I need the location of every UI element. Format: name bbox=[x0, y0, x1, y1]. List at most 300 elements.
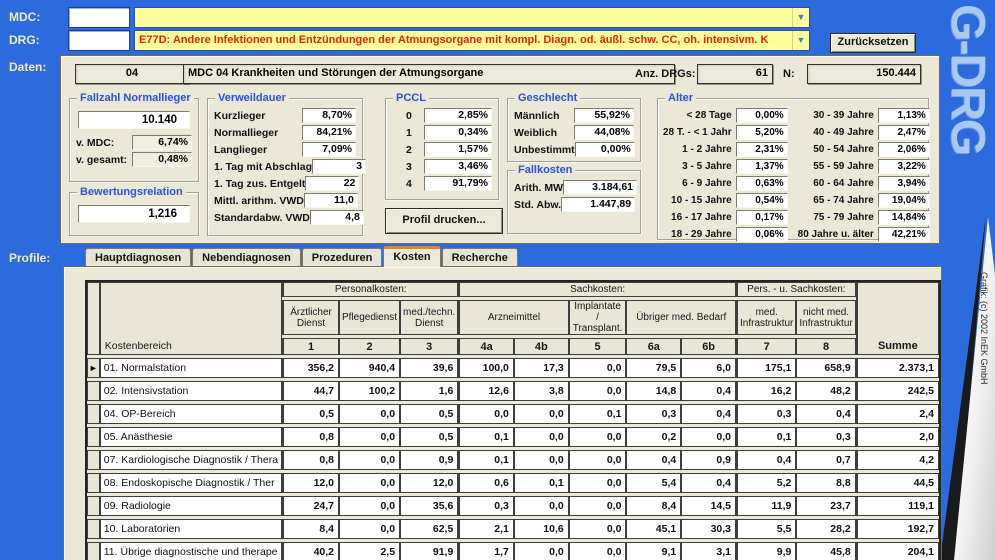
table-row bbox=[87, 542, 939, 560]
cell[interactable]: 0,1 bbox=[458, 450, 514, 470]
cell[interactable]: 0,0 bbox=[569, 427, 627, 447]
tab-hauptdiagnosen[interactable]: Hauptdiagnosen bbox=[85, 248, 191, 267]
cell[interactable]: 2,1 bbox=[458, 519, 514, 539]
alter-row bbox=[798, 176, 930, 191]
verweildauer-groupbox bbox=[207, 92, 363, 236]
pccl-label: 1 bbox=[406, 126, 412, 139]
alter-row bbox=[663, 108, 788, 123]
cell[interactable]: 0,1 bbox=[569, 404, 627, 424]
cell[interactable]: 5,5 bbox=[736, 519, 796, 539]
col-num: 5 bbox=[569, 338, 627, 355]
geschlecht-row bbox=[514, 142, 634, 157]
geschlecht-row bbox=[514, 108, 634, 123]
pccl-value: 1,57% bbox=[424, 142, 492, 157]
col-num: 4b bbox=[514, 338, 569, 355]
drg-combo-text: E77D: Andere Infektionen und Entzündungen der Atmungsorgane mit kompl. Diagn. od. äußl. schw. CC, oh. intensivm. K bbox=[139, 34, 769, 46]
cell[interactable]: 5,2 bbox=[736, 473, 796, 493]
alter-label: 3 - 5 Jahre bbox=[682, 161, 732, 172]
cell[interactable]: 0,0 bbox=[339, 473, 400, 493]
cell[interactable]: 0,2 bbox=[626, 427, 681, 447]
drg-label: DRG: bbox=[9, 33, 40, 47]
alter-label: 16 - 17 Jahre bbox=[671, 212, 732, 223]
fallkosten-row bbox=[514, 180, 634, 195]
drg-input[interactable] bbox=[68, 30, 130, 51]
cell[interactable]: 11,9 bbox=[736, 496, 796, 516]
alter-label: 55 - 59 Jahre bbox=[813, 161, 874, 172]
current-row-marker[interactable]: ► bbox=[87, 358, 100, 378]
cell[interactable]: 0,0 bbox=[514, 450, 569, 470]
cell[interactable]: 175,1 bbox=[736, 358, 796, 378]
mdc-combobox[interactable] bbox=[134, 7, 810, 28]
drg-combobox[interactable] bbox=[134, 30, 810, 51]
alter-value: 5,20% bbox=[736, 125, 788, 140]
geschlecht-value: 55,92% bbox=[574, 108, 634, 123]
alter-title: Alter bbox=[665, 92, 696, 104]
fallkosten-value: 1.447,89 bbox=[561, 197, 635, 212]
pccl-row bbox=[392, 176, 492, 191]
pccl-title: PCCL bbox=[393, 92, 429, 104]
personalkosten-group-header: Personalkosten: bbox=[282, 282, 458, 297]
verweildauer-label: 1. Tag zus. Entgelt bbox=[214, 177, 306, 190]
cell[interactable]: 30,3 bbox=[681, 519, 736, 539]
cell[interactable]: 35,6 bbox=[400, 496, 458, 516]
alter-value: 1,13% bbox=[878, 108, 930, 123]
cell[interactable]: 0,9 bbox=[681, 450, 736, 470]
alter-row bbox=[798, 159, 930, 174]
pccl-label: 4 bbox=[406, 177, 412, 190]
row-selector[interactable] bbox=[87, 473, 100, 493]
row-name[interactable]: 04. OP-Bereich bbox=[100, 404, 282, 424]
sachkosten-group-header: Sachkosten: bbox=[458, 282, 736, 297]
cell[interactable]: 0,5 bbox=[282, 404, 339, 424]
fallkosten-row bbox=[514, 197, 634, 212]
cell[interactable]: 0,4 bbox=[681, 473, 736, 493]
cell[interactable]: 9,1 bbox=[626, 542, 681, 560]
geschlecht-row bbox=[514, 125, 634, 140]
col-header-med-techn-dienst: med./techn. Dienst bbox=[400, 300, 458, 335]
cell[interactable]: 40,2 bbox=[282, 542, 339, 560]
pccl-value: 2,85% bbox=[424, 108, 492, 123]
geschlecht-label: Weiblich bbox=[514, 126, 557, 139]
cell[interactable]: 0,0 bbox=[569, 496, 627, 516]
pccl-row bbox=[392, 159, 492, 174]
cell[interactable]: 0,0 bbox=[569, 450, 627, 470]
col-header-pflegedienst: Pflegedienst bbox=[339, 300, 400, 335]
cell[interactable]: 2,4 bbox=[856, 404, 939, 424]
row-selector[interactable] bbox=[87, 519, 100, 539]
cell[interactable]: 658,9 bbox=[796, 358, 855, 378]
verweildauer-label: Kurzlieger bbox=[214, 109, 266, 122]
alter-row bbox=[798, 125, 930, 140]
verweildauer-value: 3 bbox=[312, 159, 366, 174]
row-name[interactable]: 10. Laboratorien bbox=[100, 519, 282, 539]
g-drg-banner bbox=[940, 0, 995, 560]
alter-label: < 28 Tage bbox=[686, 110, 732, 121]
cell[interactable]: 4,2 bbox=[856, 450, 939, 470]
bewertungsrelation-title: Bewertungsrelation bbox=[77, 186, 186, 198]
table-row bbox=[87, 427, 939, 447]
table-row bbox=[87, 404, 939, 424]
alter-value: 3,22% bbox=[878, 159, 930, 174]
alter-label: 1 - 2 Jahre bbox=[682, 144, 732, 155]
cell[interactable]: 48,2 bbox=[796, 381, 855, 401]
col-header-aerztlicher-dienst: Ärztlicher Dienst bbox=[282, 300, 339, 335]
g-drg-logo: G-DRG bbox=[941, 4, 994, 154]
col-header-med-infrastruktur: med. Infrastruktur bbox=[736, 300, 796, 335]
vgesamt-label: v. gesamt: bbox=[76, 153, 128, 166]
alter-value: 2,47% bbox=[878, 125, 930, 140]
alter-row bbox=[798, 193, 930, 208]
fallkosten-label: Std. Abw. bbox=[514, 198, 562, 211]
verweildauer-row bbox=[214, 159, 363, 174]
col-num: 1 bbox=[282, 338, 339, 355]
vgesamt-value: 0,48% bbox=[132, 152, 192, 167]
tab-kosten[interactable]: Kosten bbox=[383, 246, 440, 267]
cell[interactable]: 0,0 bbox=[339, 404, 400, 424]
row-selector[interactable] bbox=[87, 450, 100, 470]
cell[interactable]: 0,3 bbox=[458, 496, 514, 516]
pccl-label: 0 bbox=[406, 109, 412, 122]
cell[interactable]: 91,9 bbox=[400, 542, 458, 560]
mdc-code-field: 04 bbox=[75, 64, 189, 84]
alter-value: 2,31% bbox=[736, 142, 788, 157]
alter-row bbox=[663, 176, 788, 191]
print-profile-button[interactable]: Profil drucken... bbox=[385, 208, 503, 234]
cell[interactable]: 0,0 bbox=[514, 427, 569, 447]
cell[interactable]: 0,5 bbox=[400, 427, 458, 447]
tab-prozeduren[interactable]: Prozeduren bbox=[302, 248, 383, 267]
cell[interactable]: 0,8 bbox=[282, 450, 339, 470]
cell[interactable]: 940,4 bbox=[339, 358, 400, 378]
table-row bbox=[87, 473, 939, 493]
mdc-name-field: MDC 04 Krankheiten und Störungen der Atmungsorgane bbox=[183, 64, 675, 84]
cell[interactable]: 24,7 bbox=[282, 496, 339, 516]
daten-label: Daten: bbox=[9, 60, 47, 74]
row-selector-header bbox=[87, 282, 100, 355]
cell[interactable]: 0,0 bbox=[514, 404, 569, 424]
table-row bbox=[87, 519, 939, 539]
fallkosten-groupbox bbox=[507, 164, 641, 234]
cell[interactable]: 356,2 bbox=[282, 358, 339, 378]
table-row bbox=[87, 381, 939, 401]
alter-value: 0,17% bbox=[736, 210, 788, 225]
anz-drgs-value: 61 bbox=[697, 64, 773, 84]
profile-label: Profile: bbox=[9, 251, 51, 265]
geschlecht-value: 44,08% bbox=[574, 125, 634, 140]
alter-label: 80 Jahre u. älter bbox=[797, 229, 874, 240]
cell[interactable]: 12,0 bbox=[282, 473, 339, 493]
row-name[interactable]: 07. Kardiologische Diagnostik / Thera bbox=[100, 450, 282, 470]
geschlecht-title: Geschlecht bbox=[515, 92, 580, 104]
pccl-row bbox=[392, 108, 492, 123]
fallzahl-groupbox bbox=[69, 92, 199, 182]
cell[interactable]: 10,6 bbox=[514, 519, 569, 539]
alter-label: 50 - 54 Jahre bbox=[813, 144, 874, 155]
verweildauer-label: Langlieger bbox=[214, 143, 268, 156]
geschlecht-label: Unbestimmt bbox=[514, 143, 575, 156]
cell[interactable]: 2,5 bbox=[339, 542, 400, 560]
alter-label: 18 - 29 Jahre bbox=[671, 229, 732, 240]
alter-value: 42,21% bbox=[878, 227, 930, 242]
cell[interactable]: 0,0 bbox=[458, 404, 514, 424]
cell[interactable]: 192,7 bbox=[856, 519, 939, 539]
col-num: 8 bbox=[796, 338, 855, 355]
table-row bbox=[87, 496, 939, 516]
verweildauer-row bbox=[214, 176, 356, 191]
cell[interactable]: 12,6 bbox=[458, 381, 514, 401]
cell[interactable]: 2,0 bbox=[856, 427, 939, 447]
pccl-label: 3 bbox=[406, 160, 412, 173]
col-num: 6a bbox=[626, 338, 681, 355]
alter-row bbox=[663, 125, 788, 140]
verweildauer-label: Standardabw. VWD bbox=[214, 211, 310, 224]
alter-row bbox=[798, 108, 930, 123]
cell[interactable]: 0,0 bbox=[339, 519, 400, 539]
verweildauer-row bbox=[214, 108, 356, 123]
alter-value: 0,54% bbox=[736, 193, 788, 208]
alter-row bbox=[663, 193, 788, 208]
cell[interactable]: 0,3 bbox=[796, 427, 855, 447]
alter-value: 0,06% bbox=[736, 227, 788, 242]
cell[interactable]: 0,3 bbox=[736, 404, 796, 424]
cell[interactable]: 8,4 bbox=[626, 496, 681, 516]
cell[interactable]: 23,7 bbox=[796, 496, 855, 516]
cell[interactable]: 3,8 bbox=[514, 381, 569, 401]
cell[interactable]: 0,1 bbox=[458, 427, 514, 447]
verweildauer-value: 22 bbox=[305, 176, 359, 191]
bewertungsrelation-value: 1,216 bbox=[78, 205, 190, 223]
col-num: 2 bbox=[339, 338, 400, 355]
alter-label: 40 - 49 Jahre bbox=[813, 127, 874, 138]
alter-value: 14,84% bbox=[878, 210, 930, 225]
verweildauer-value: 84,21% bbox=[302, 125, 356, 140]
cell[interactable]: 0,4 bbox=[796, 404, 855, 424]
alter-row bbox=[798, 210, 930, 225]
cell[interactable]: 0,4 bbox=[681, 404, 736, 424]
mdc-label: MDC: bbox=[9, 10, 41, 24]
row-name[interactable]: 11. Übrige diagnostische und therape bbox=[100, 542, 282, 560]
col-num: 3 bbox=[400, 338, 458, 355]
cell[interactable]: 1,6 bbox=[400, 381, 458, 401]
fallkosten-label: Arith. MW bbox=[514, 181, 563, 194]
verweildauer-label: 1. Tag mit Abschlag bbox=[214, 160, 313, 173]
cell[interactable]: 204,1 bbox=[856, 542, 939, 560]
fallkosten-title: Fallkosten bbox=[515, 164, 575, 176]
cell[interactable]: 2.373,1 bbox=[856, 358, 939, 378]
cell[interactable]: 0,0 bbox=[339, 450, 400, 470]
cost-table-wrap bbox=[85, 280, 941, 560]
cell[interactable]: 0,0 bbox=[514, 496, 569, 516]
verweildauer-title: Verweildauer bbox=[215, 92, 289, 104]
alter-label: 30 - 39 Jahre bbox=[813, 110, 874, 121]
cost-table bbox=[87, 280, 939, 560]
alter-row bbox=[663, 159, 788, 174]
geschlecht-label: Männlich bbox=[514, 109, 560, 122]
row-selector[interactable] bbox=[87, 404, 100, 424]
alter-label: 28 T. - < 1 Jahr bbox=[663, 127, 732, 138]
cell[interactable]: 0,1 bbox=[514, 473, 569, 493]
alter-value: 0,63% bbox=[736, 176, 788, 191]
kosten-panel bbox=[63, 266, 942, 560]
cell[interactable]: 9,9 bbox=[736, 542, 796, 560]
summe-header: Summe bbox=[856, 282, 939, 355]
col-num: 6b bbox=[681, 338, 736, 355]
alter-label: 60 - 64 Jahre bbox=[813, 178, 874, 189]
cell[interactable]: 0,9 bbox=[400, 450, 458, 470]
row-name[interactable]: 09. Radiologie bbox=[100, 496, 282, 516]
cell[interactable]: 6,0 bbox=[681, 358, 736, 378]
cell[interactable]: 0,0 bbox=[569, 519, 627, 539]
cell[interactable]: 100,0 bbox=[458, 358, 514, 378]
tab-recherche[interactable]: Recherche bbox=[442, 248, 518, 267]
cell[interactable]: 0,4 bbox=[681, 381, 736, 401]
cell[interactable]: 242,5 bbox=[856, 381, 939, 401]
col-num: 4a bbox=[458, 338, 514, 355]
chevron-down-icon[interactable]: ▼ bbox=[792, 31, 809, 50]
alter-row bbox=[663, 210, 788, 225]
cell[interactable]: 39,6 bbox=[400, 358, 458, 378]
cell[interactable]: 3,1 bbox=[681, 542, 736, 560]
mdc-input[interactable] bbox=[68, 7, 130, 28]
pccl-label: 2 bbox=[406, 143, 412, 156]
copyright-text: Grafik: (c) 2002 InEK GmbH bbox=[979, 272, 989, 385]
row-selector[interactable] bbox=[87, 496, 100, 516]
alter-label: 10 - 15 Jahre bbox=[671, 195, 732, 206]
cell[interactable]: 0,5 bbox=[400, 404, 458, 424]
fallkosten-value: 3.184,61 bbox=[563, 180, 637, 195]
reset-button[interactable]: Zurücksetzen bbox=[830, 33, 916, 53]
vmdc-value: 6,74% bbox=[132, 135, 192, 150]
verweildauer-value: 7,09% bbox=[302, 142, 356, 157]
row-selector[interactable] bbox=[87, 381, 100, 401]
geschlecht-groupbox bbox=[507, 92, 641, 162]
n-value: 150.444 bbox=[807, 64, 921, 84]
cell[interactable]: 79,5 bbox=[626, 358, 681, 378]
col-header-uebriger-med-bedarf: Übriger med. Bedarf bbox=[626, 300, 736, 335]
pccl-value: 3,46% bbox=[424, 159, 492, 174]
pccl-groupbox bbox=[385, 92, 499, 200]
cell[interactable]: 0,1 bbox=[736, 427, 796, 447]
cell[interactable]: 16,2 bbox=[736, 381, 796, 401]
alter-value: 0,00% bbox=[736, 108, 788, 123]
pccl-value: 0,34% bbox=[424, 125, 492, 140]
cell[interactable]: 0,7 bbox=[796, 450, 855, 470]
cell[interactable]: 28,2 bbox=[796, 519, 855, 539]
alter-groupbox bbox=[657, 92, 929, 240]
cell[interactable]: 0,0 bbox=[569, 358, 627, 378]
alter-label: 75 - 79 Jahre bbox=[813, 212, 874, 223]
row-name[interactable]: 01. Normalstation bbox=[100, 358, 282, 378]
verweildauer-row bbox=[214, 193, 356, 208]
row-name[interactable]: 08. Endoskopische Diagnostik / Ther bbox=[100, 473, 282, 493]
alter-row bbox=[663, 227, 788, 242]
alter-value: 1,37% bbox=[736, 159, 788, 174]
cell[interactable]: 12,0 bbox=[400, 473, 458, 493]
kostenbereich-header: Kostenbereich bbox=[100, 282, 282, 355]
pccl-row bbox=[392, 125, 492, 140]
cell[interactable]: 119,1 bbox=[856, 496, 939, 516]
cell[interactable]: 0,0 bbox=[514, 542, 569, 560]
cell[interactable]: 5,4 bbox=[626, 473, 681, 493]
anz-drgs-label: Anz. DRGs: bbox=[635, 68, 696, 80]
verweildauer-value: 11,0 bbox=[304, 193, 358, 208]
cell[interactable]: 100,2 bbox=[339, 381, 400, 401]
cell[interactable]: 0,0 bbox=[339, 427, 400, 447]
chevron-down-icon[interactable]: ▼ bbox=[792, 8, 809, 27]
tab-nebendiagnosen[interactable]: Nebendiagnosen bbox=[192, 248, 301, 267]
cell[interactable]: 0,8 bbox=[282, 427, 339, 447]
fallzahl-value: 10.140 bbox=[78, 111, 190, 129]
alter-label: 6 - 9 Jahre bbox=[682, 178, 732, 189]
pccl-value: 91,79% bbox=[424, 176, 492, 191]
fallzahl-title: Fallzahl Normallieger bbox=[77, 92, 194, 104]
row-selector[interactable] bbox=[87, 427, 100, 447]
verweildauer-row bbox=[214, 210, 360, 225]
row-selector[interactable] bbox=[87, 542, 100, 560]
table-row bbox=[87, 450, 939, 470]
alter-value: 3,94% bbox=[878, 176, 930, 191]
col-header-nicht-med-infrastruktur: nicht med. Infrastruktur bbox=[796, 300, 855, 335]
cell[interactable]: 14,8 bbox=[626, 381, 681, 401]
bewertungsrelation-groupbox bbox=[69, 186, 199, 236]
profile-tabbar bbox=[85, 246, 519, 267]
row-name[interactable]: 05. Anästhesie bbox=[100, 427, 282, 447]
cell[interactable]: 0,0 bbox=[569, 473, 627, 493]
cell[interactable]: 0,3 bbox=[626, 404, 681, 424]
verweildauer-value: 8,70% bbox=[302, 108, 356, 123]
verweildauer-row bbox=[214, 125, 356, 140]
col-num: 7 bbox=[736, 338, 796, 355]
alter-row bbox=[798, 227, 930, 242]
cell[interactable]: 0,0 bbox=[339, 496, 400, 516]
cell[interactable]: 45,8 bbox=[796, 542, 855, 560]
table-row bbox=[87, 358, 939, 378]
pccl-row bbox=[392, 142, 492, 157]
alter-row bbox=[663, 142, 788, 157]
alter-label: 65 - 74 Jahre bbox=[813, 195, 874, 206]
cell[interactable]: 1,7 bbox=[458, 542, 514, 560]
cell[interactable]: 17,3 bbox=[514, 358, 569, 378]
row-name[interactable]: 02. Intensivstation bbox=[100, 381, 282, 401]
verweildauer-label: Mittl. arithm. VWD bbox=[214, 194, 304, 207]
cell[interactable]: 62,5 bbox=[400, 519, 458, 539]
alter-value: 19,04% bbox=[878, 193, 930, 208]
alter-value: 2,06% bbox=[878, 142, 930, 157]
daten-panel bbox=[60, 55, 940, 244]
cell[interactable]: 0,0 bbox=[569, 542, 627, 560]
verweildauer-value: 4,8 bbox=[310, 210, 364, 225]
cell[interactable]: 45,1 bbox=[626, 519, 681, 539]
cell[interactable]: 0,4 bbox=[736, 450, 796, 470]
cell[interactable]: 14,5 bbox=[681, 496, 736, 516]
vmdc-label: v. MDC: bbox=[76, 136, 115, 149]
verweildauer-row bbox=[214, 142, 356, 157]
n-label: N: bbox=[783, 68, 795, 80]
alter-row bbox=[798, 142, 930, 157]
col-header-arzneimittel: Arzneimittel bbox=[458, 300, 568, 335]
cell[interactable]: 0,6 bbox=[458, 473, 514, 493]
cell[interactable]: 0,0 bbox=[681, 427, 736, 447]
verweildauer-label: Normallieger bbox=[214, 126, 279, 139]
cell[interactable]: 8,8 bbox=[796, 473, 855, 493]
cell[interactable]: 44,5 bbox=[856, 473, 939, 493]
cell[interactable]: 44,7 bbox=[282, 381, 339, 401]
cell[interactable]: 0,0 bbox=[569, 381, 627, 401]
cell[interactable]: 0,4 bbox=[626, 450, 681, 470]
geschlecht-value: 0,00% bbox=[575, 142, 635, 157]
cell[interactable]: 8,4 bbox=[282, 519, 339, 539]
pers-sachkosten-group-header: Pers. - u. Sachkosten: bbox=[736, 282, 856, 297]
